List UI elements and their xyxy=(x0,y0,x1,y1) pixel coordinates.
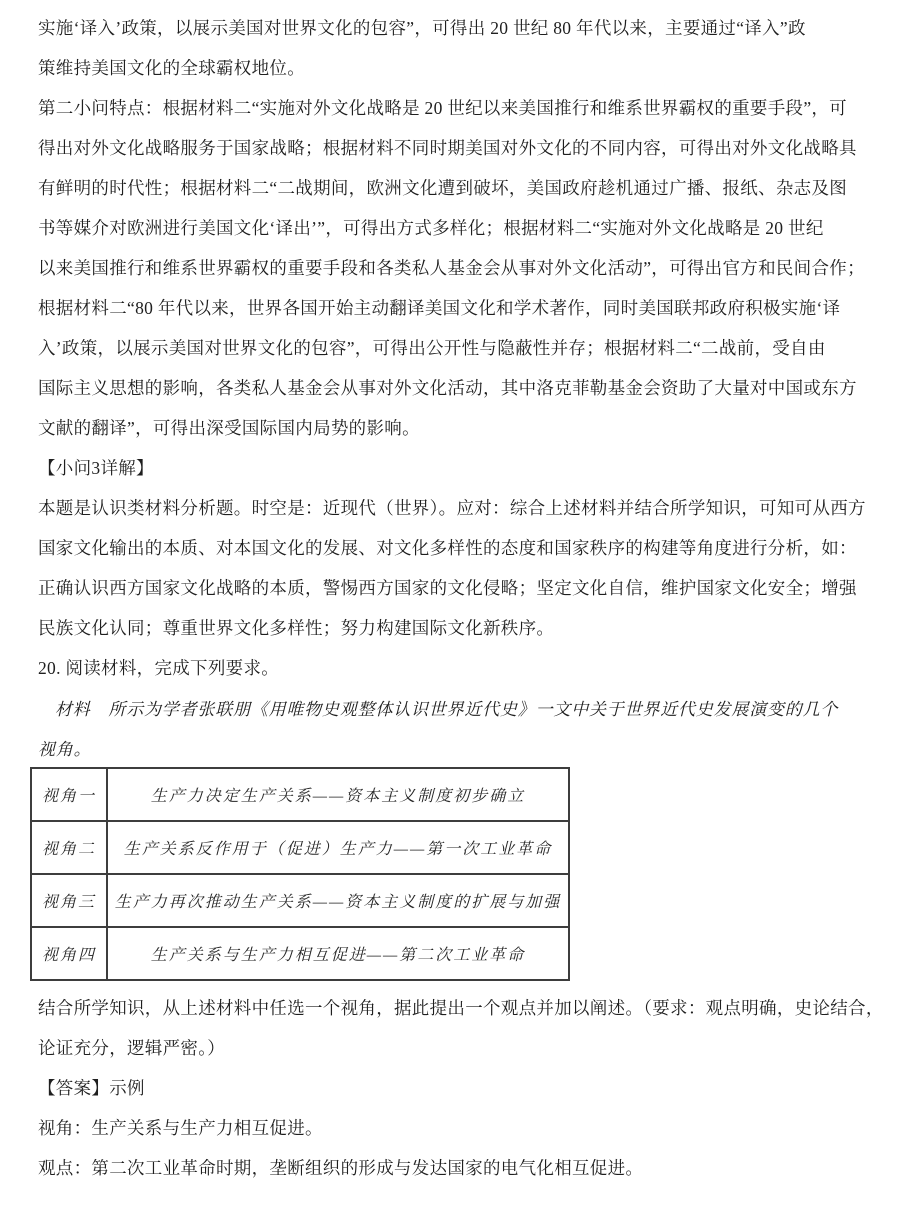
text-line: 入’政策，以展示美国对世界文化的包容”，可得出公开性与隐蔽性并存；根据材料二“二战前，受自由 xyxy=(38,337,826,358)
answer-heading: 【答案】示例 xyxy=(38,1077,145,1098)
text-line: 论证充分，逻辑严密。） xyxy=(38,1037,226,1058)
text-line: 正确认识西方国家文化战略的本质，警惕西方国家的文化侵略；坚定文化自信，维护国家文化安全；增强 xyxy=(38,577,857,598)
text-line: 结合所学知识，从上述材料中任选一个视角，据此提出一个观点并加以阐述。（要求：观点明确，史论结合， xyxy=(38,997,884,1018)
viewpoint-row xyxy=(31,874,569,927)
subq3-heading: 【小问3详解】 xyxy=(38,457,154,478)
viewpoint-label: 视角四 xyxy=(31,927,107,980)
text-line: 书等媒介对欧洲进行美国文化‘译出’”，可得出方式多样化；根据材料二“实施对外文化战略是 20 世纪 xyxy=(38,217,824,238)
viewpoint-table xyxy=(30,767,570,981)
text-line: 以来美国推行和维系世界霸权的重要手段和各类私人基金会从事对外文化活动”，可得出官方和民间合作； xyxy=(38,257,865,278)
answer-opinion-line: 观点：第二次工业革命时期，垄断组织的形成与发达国家的电气化相互促进。 xyxy=(38,1157,644,1178)
text-line: 本题是认识类材料分析题。时空是：近现代（世界）。应对：综合上述材料并结合所学知识，可知可从西方 xyxy=(38,497,866,518)
viewpoint-row xyxy=(31,927,569,980)
viewpoint-row xyxy=(31,821,569,874)
text-line: 有鲜明的时代性；根据材料二“二战期间，欧洲文化遭到破坏，美国政府趁机通过广播、报纸、杂志及图 xyxy=(38,177,848,198)
text-line: 策维持美国文化的全球霸权地位。 xyxy=(38,57,305,78)
answer-viewpoint-line: 视角：生产关系与生产力相互促进。 xyxy=(38,1117,323,1138)
text-line: 民族文化认同；尊重世界文化多样性；努力构建国际文化新秩序。 xyxy=(38,617,555,638)
text-line: 国际主义思想的影响，各类私人基金会从事对外文化活动，其中洛克菲勒基金会资助了大量对中国或东方 xyxy=(38,377,857,398)
text-line: 第二小问特点：根据材料二“实施对外文化战略是 20 世纪以来美国推行和维系世界霸权的重要手段”，可 xyxy=(38,97,847,118)
answer-example xyxy=(38,1107,872,1187)
viewpoint-row xyxy=(31,768,569,821)
viewpoint-content: 生产力再次推动生产关系——资本主义制度的扩展与加强 xyxy=(107,874,569,927)
text-line: 实施‘译入’政策，以展示美国对世界文化的包容”，可得出 20 世纪 80 年代以来，主要通过“译入”政 xyxy=(38,17,806,38)
task-requirement xyxy=(38,987,884,1067)
subq3-explanation xyxy=(38,487,872,647)
viewpoint-content: 生产力决定生产关系——资本主义制度初步确立 xyxy=(107,768,569,821)
subq2-explanation xyxy=(38,7,872,447)
material-intro-line: 材料 所示为学者张联朋《用唯物史观整体认识世界近代史》一文中关于世界近代史发展演变的几个 xyxy=(55,699,839,719)
text-line: 文献的翻译”，可得出深受国际国内局势的影响。 xyxy=(38,417,420,438)
text-line: 根据材料二“80 年代以来，世界各国开始主动翻译美国文化和学术著作，同时美国联邦政府积极实施‘译 xyxy=(38,297,841,318)
viewpoint-label: 视角二 xyxy=(31,821,107,874)
viewpoint-content: 生产关系与生产力相互促进——第二次工业革命 xyxy=(107,927,569,980)
question-number-line: 20. 阅读材料，完成下列要求。 xyxy=(38,657,280,678)
viewpoint-content: 生产关系反作用于（促进）生产力——第一次工业革命 xyxy=(107,821,569,874)
text-line: 得出对外文化战略服务于国家战略；根据材料不同时期美国对外文化的不同内容，可得出对外文化战略具 xyxy=(38,137,857,158)
material-intro-line: 视角。 xyxy=(38,739,92,759)
material-intro xyxy=(38,687,872,767)
text-line: 国家文化输出的本质、对本国文化的发展、对文化多样性的态度和国家秩序的构建等角度进行分析，如： xyxy=(38,537,857,558)
viewpoint-label: 视角一 xyxy=(31,768,107,821)
viewpoint-label: 视角三 xyxy=(31,874,107,927)
